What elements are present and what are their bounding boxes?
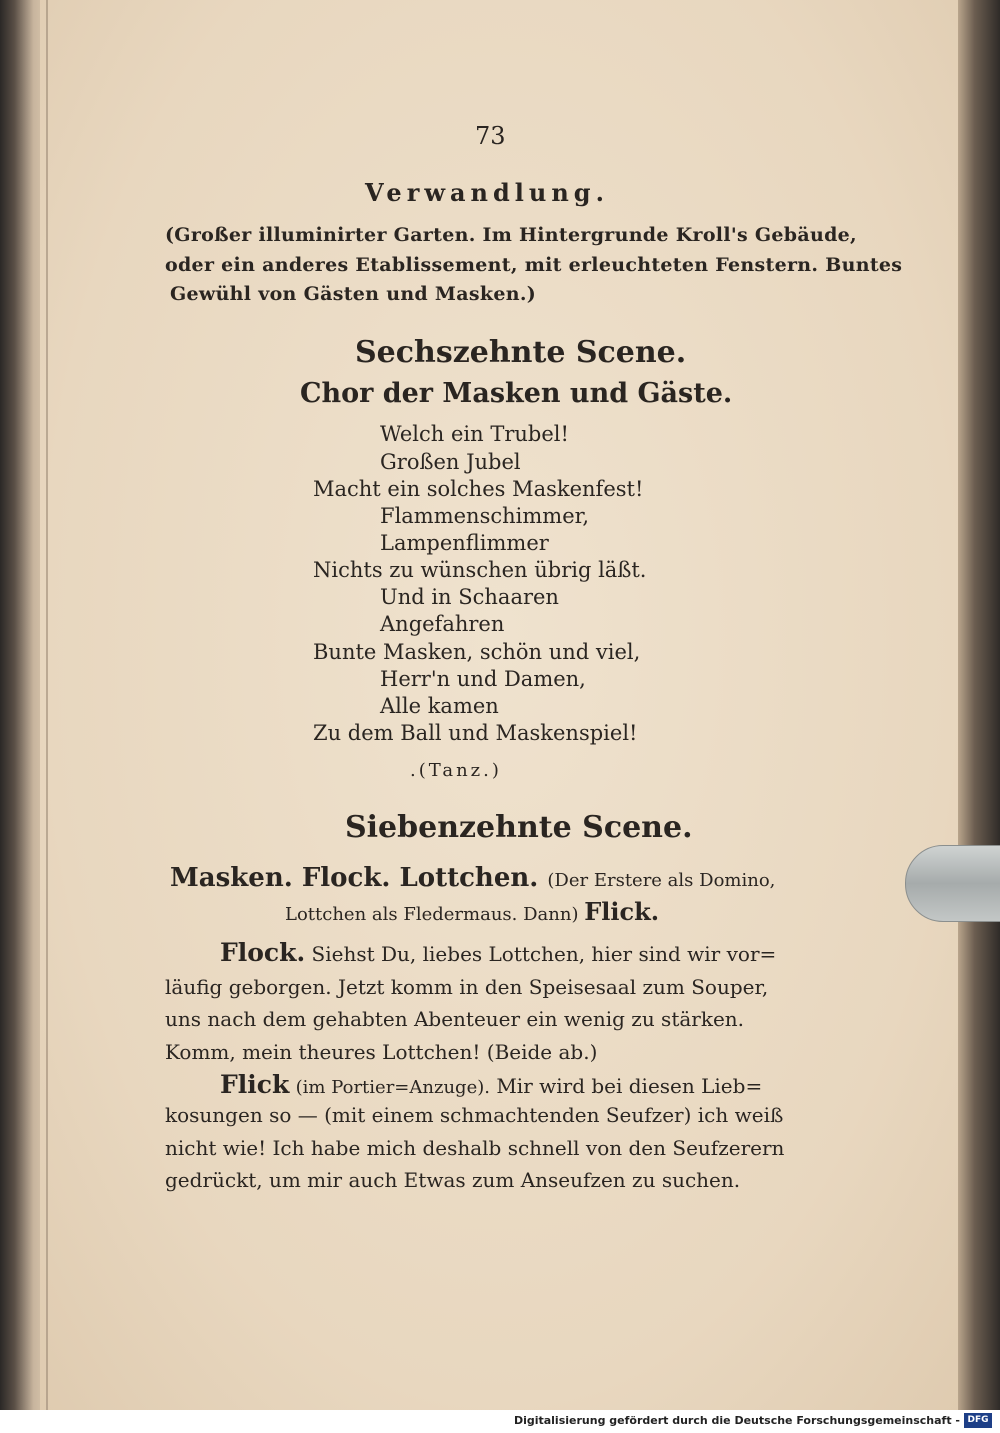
- verse-line: Und in Schaaren: [380, 585, 559, 609]
- book-page: [40, 0, 960, 1410]
- chorus-heading: Chor der Masken und Gäste.: [300, 378, 733, 409]
- verse-line: Nichts zu wünschen übrig läßt.: [313, 558, 647, 582]
- dfg-logo-icon[interactable]: DFG: [964, 1413, 992, 1428]
- speaker-flick: Flick: [220, 1070, 290, 1099]
- stage-direction-line: oder ein anderes Etablissement, mit erleuchteten Fenstern. Buntes: [165, 254, 903, 276]
- cast-note: (Der Erstere als Domino,: [547, 870, 776, 891]
- book-right-edge: [958, 0, 1000, 1410]
- cast-names: Masken. Flock. Lottchen.: [170, 863, 539, 893]
- dance-direction: .(Tanz.): [410, 760, 502, 781]
- verse-line: Angefahren: [380, 612, 505, 636]
- flock-speech-line: [220, 938, 776, 967]
- speech-line: läufig geborgen. Jetzt komm in den Speisesaal zum Souper,: [165, 975, 769, 999]
- stage-direction-line: Gewühl von Gästen und Masken.): [170, 283, 537, 305]
- verse-line: Zu dem Ball und Maskenspiel!: [313, 721, 638, 745]
- cast-flick: Flick.: [584, 897, 660, 926]
- page-tab-marker: [905, 845, 1000, 922]
- footer-bar: [0, 1410, 1000, 1433]
- verse-line: Macht ein solches Maskenfest!: [313, 477, 644, 501]
- speech-text: Siehst Du, liebes Lottchen, hier sind wir vor=: [311, 942, 777, 966]
- verse-line: Welch ein Trubel!: [380, 422, 569, 446]
- gutter-line: [46, 0, 48, 1410]
- speech-text: Mir wird bei diesen Lieb=: [496, 1074, 763, 1098]
- speech-line: Komm, mein theures Lottchen! (Beide ab.): [165, 1040, 598, 1064]
- verse-line: Herr'n und Damen,: [380, 667, 586, 691]
- cast-line: [170, 863, 775, 893]
- verse-line: Bunte Masken, schön und viel,: [313, 640, 641, 664]
- speaker-flock: Flock.: [220, 938, 306, 967]
- speech-line: uns nach dem gehabten Abenteuer ein wenig zu stärken.: [165, 1007, 745, 1031]
- verwandlung-heading: Verwandlung.: [365, 178, 609, 207]
- scene-17-heading: Siebenzehnte Scene.: [345, 810, 693, 845]
- speech-line: kosungen so — (mit einem schmachtenden Seufzer) ich weiß: [165, 1103, 784, 1127]
- cast-line-2: [285, 897, 659, 926]
- cast-note-2: Lottchen als Fledermaus. Dann): [285, 904, 579, 925]
- verse-line: Flammenschimmer,: [380, 504, 590, 528]
- verse-line: Alle kamen: [380, 694, 499, 718]
- stage-note: (im Portier=Anzuge).: [295, 1077, 490, 1098]
- footer-credit: Digitalisierung gefördert durch die Deutsche Forschungsgemeinschaft -: [513, 1414, 960, 1427]
- verse-line: Großen Jubel: [380, 450, 521, 474]
- speech-line: gedrückt, um mir auch Etwas zum Anseufzen zu suchen.: [165, 1168, 741, 1192]
- page-number: 73: [475, 122, 506, 150]
- speech-line: nicht wie! Ich habe mich deshalb schnell von den Seufzerern: [165, 1136, 785, 1160]
- scene-16-heading: Sechszehnte Scene.: [355, 335, 687, 370]
- stage-direction-line: (Großer illuminirter Garten. Im Hintergrunde Kroll's Gebäude,: [165, 224, 857, 246]
- flick-speech-line: [220, 1070, 762, 1099]
- verse-line: Lampenflimmer: [380, 531, 549, 555]
